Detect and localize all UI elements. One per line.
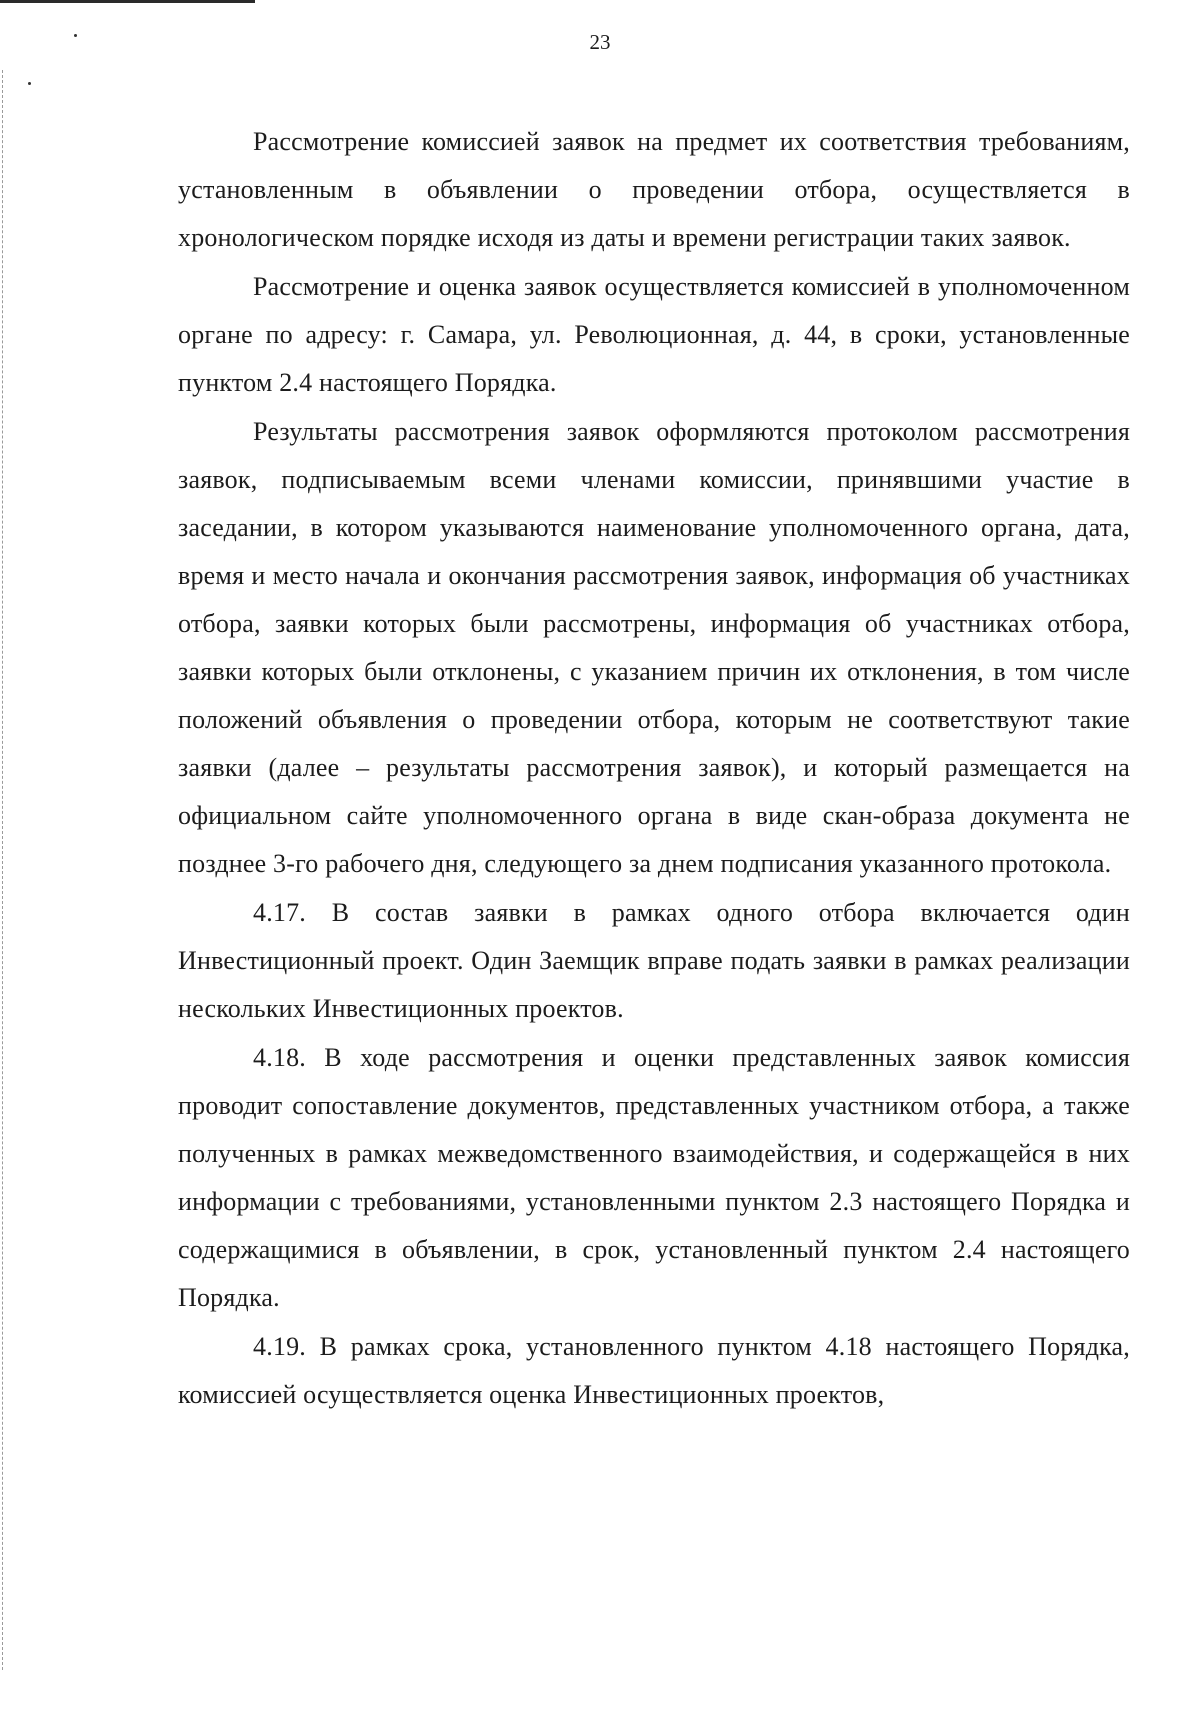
paragraph-review-location: Рассмотрение и оценка заявок осуществляется комиссией в уполномоченном органе по адресу: г. Самара, ул. Революционная, д. 44, в сроки, установленные пунктом 2.4 настоящего Порядка. xyxy=(178,272,1130,397)
scan-edge-top xyxy=(0,0,255,3)
page-number: 23 xyxy=(589,30,611,54)
paragraph-4-17: 4.17. В состав заявки в рамках одного отбора включается один Инвестиционный проект. Один Заемщик вправе подать заявки в рамках реализации нескольких Инвестиционных проектов. xyxy=(178,898,1130,1023)
paragraph-4-19: 4.19. В рамках срока, установленного пунктом 4.18 настоящего Порядка, комиссией осуществляется оценка Инвестиционных проектов, xyxy=(178,1332,1130,1409)
scan-edge-left xyxy=(2,70,4,1670)
document-body xyxy=(178,118,1130,1420)
paragraph-review-results: Результаты рассмотрения заявок оформляются протоколом рассмотрения заявок, подписываемым всеми членами комиссии, принявшими участие в заседании, в котором указываются наименование уполномоченного органа, дата, время и место начала и окончания рассмотрения заявок, информация об участниках отбора, заявки которых были рассмотрены, информация об участниках отбора, заявки которых были отклонены, с указанием причин их отклонения, в том числе положений объявления о проведении отбора, которым не соответствуют такие заявки (далее – результаты рассмотрения заявок), и который размещается на официальном сайте уполномоченного органа в виде скан-образа документа не позднее 3-го рабочего дня, следующего за днем подписания указанного протокола. xyxy=(178,417,1130,878)
scan-speck xyxy=(28,82,31,85)
paragraph-4-18: 4.18. В ходе рассмотрения и оценки представленных заявок комиссия проводит сопоставление документов, представленных участником отбора, а также полученных в рамках межведомственного взаимодействия, и содержащейся в них информации с требованиями, установленными пунктом 2.3 настоящего Порядка и содержащимися в объявлении, в срок, установленный пунктом 2.4 настоящего Порядка. xyxy=(178,1043,1130,1312)
paragraph-review-order: Рассмотрение комиссией заявок на предмет их соответствия требованиям, установленным в объявлении о проведении отбора, осуществляется в хронологическом порядке исходя из даты и времени регистрации таких заявок. xyxy=(178,127,1130,252)
